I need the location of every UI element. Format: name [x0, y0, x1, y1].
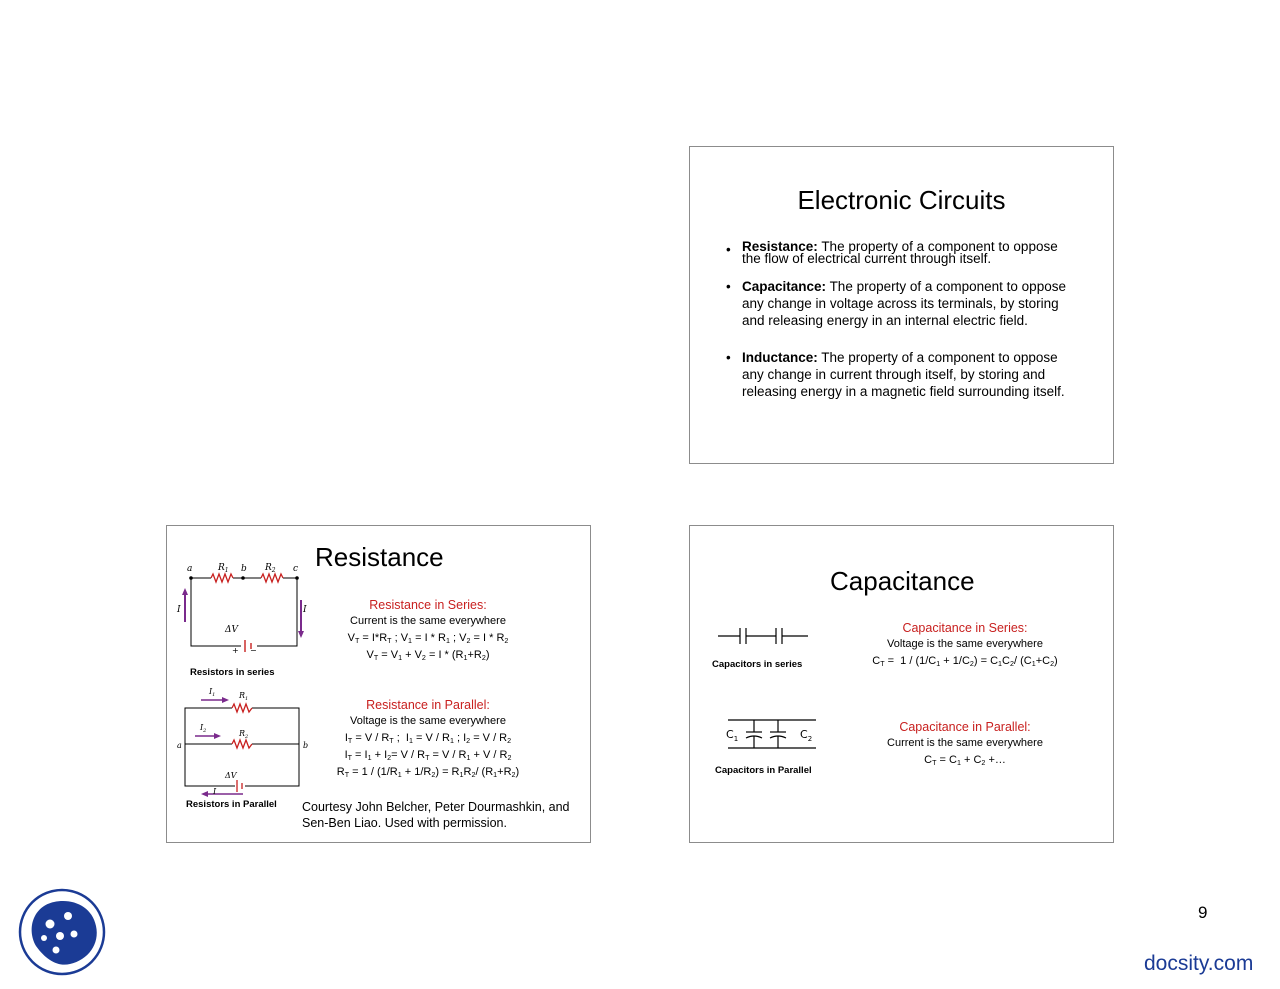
capacitance-series-formula: $C_T = 1 / (1/C_1 + 1/C_2) = C_1C_2/$ $(C_1+C_2)$ — [872, 655, 1058, 668]
bullet-term: Inductance: — [742, 350, 818, 365]
node-b-label: b — [241, 564, 247, 574]
bullet-text: The property of a component to oppose any change in voltage across its terminals, by storing and releasing energy in an internal electric field. — [742, 279, 1066, 328]
voltage-label: ΔV — [225, 625, 238, 635]
resistors-in-series-label: Resistors in series — [190, 667, 275, 678]
slide-electronic-circuits — [689, 146, 1114, 464]
svg-text:R1: $R_1$ — [239, 691, 249, 702]
docsity-link[interactable]: docsity.com — [1144, 952, 1254, 975]
bullet-dot: • — [726, 350, 731, 365]
node-c-label: c — [293, 564, 299, 574]
bullet-dot: • — [726, 242, 731, 257]
slide-resistance — [166, 525, 591, 843]
current-label: I — [213, 787, 217, 796]
svg-text:I2: $I_2$ — [200, 723, 207, 734]
capacitors-series-diagram — [718, 626, 810, 646]
bullet-text: The property of a component to oppose the flow of electrical current through itself. — [742, 239, 1058, 266]
capacitance-parallel-heading: Capacitance in Parallel: — [899, 720, 1031, 734]
capacitors-in-series-label: Capacitors in series — [712, 659, 803, 670]
courtesy-text: Courtesy John Belcher, Peter Dourmashkin, and Sen-Ben Liao. Used with permission. — [302, 800, 570, 830]
resistance-parallel-heading: Resistance in Parallel: — [366, 698, 490, 712]
svg-text:R1: $R_1$ — [218, 563, 229, 574]
docsity-logo-icon — [18, 888, 108, 978]
series-sum-formula: $V_T = V_1 + V_2 = I * (R_1+R_2)$ — [366, 649, 490, 662]
parallel-current-formula: $I_T = V / R_T$ ; $I_1 = V / R_1$ ; $I_2 = V / R_2$ — [344, 732, 512, 745]
current-label-right: I — [303, 605, 307, 615]
svg-text:R2: $R_2$ — [265, 563, 276, 574]
voltage-label: ΔV — [225, 771, 237, 780]
parallel-sum-formula: $I_T = I_1 + I_2= V / R_T = V / R_1 + V / R_2$ — [344, 749, 512, 762]
node-a-label: a — [177, 741, 182, 750]
resistance-parallel-note: Voltage is the same everywhere — [350, 715, 506, 727]
resistors-in-parallel-label: Resistors in Parallel — [186, 799, 277, 810]
slide-title: Electronic Circuits — [797, 185, 1006, 215]
capacitance-parallel-note: Current is the same everywhere — [887, 737, 1043, 749]
bullet-term: Resistance: — [742, 239, 818, 254]
svg-text:I1: $I_1$ — [209, 687, 216, 698]
slide-title: Resistance — [315, 542, 444, 572]
minus-sign: − — [250, 646, 257, 655]
capacitance-parallel-formula: $C_T = C_1 + C_2$ +… — [924, 754, 1006, 767]
svg-text:R2: $R_2$ — [239, 729, 249, 740]
capacitance-series-heading: Capacitance in Series: — [902, 621, 1028, 635]
bullet-inductance — [726, 349, 1078, 400]
slide-title: Capacitance — [830, 566, 975, 596]
plus-sign: + — [232, 646, 239, 655]
parallel-resistance-formula: $R_T = 1 / (1/R_1 + 1/R_2) = R_1R_2/$ $(R_1+R_2)$ — [336, 766, 520, 779]
svg-text:C2: $C_2$ — [800, 728, 813, 743]
series-voltage-formula: $V_T = I*R_T$ ; $V_1 = I * R_1$ ; $V_2 = I * R_2$ — [347, 632, 509, 645]
resistance-series-heading: Resistance in Series: — [369, 598, 487, 612]
bullet-term: Capacitance: — [742, 279, 827, 294]
svg-text:C1: $C_1$ — [726, 728, 739, 743]
node-a-label: a — [187, 564, 193, 574]
slide-capacitance — [689, 525, 1114, 843]
bullet-text: The property of a component to oppose any change in current through itself, by storing and releasing energy in a magnetic field surrounding itself. — [742, 350, 1065, 399]
page-number: 9 — [1198, 903, 1208, 922]
series-resistor-circuit-diagram — [175, 560, 305, 670]
bullet-capacitance — [726, 278, 1078, 329]
current-label-left: I — [177, 605, 181, 615]
capacitors-parallel-diagram — [722, 714, 822, 754]
node-b-label: b — [303, 741, 309, 750]
capacitance-series-note: Voltage is the same everywhere — [887, 638, 1043, 650]
capacitors-in-parallel-label: Capacitors in Parallel — [715, 765, 812, 776]
bullet-resistance — [726, 241, 1078, 265]
resistance-series-note: Current is the same everywhere — [350, 615, 506, 627]
bullet-dot: • — [726, 279, 731, 294]
parallel-resistor-circuit-diagram — [175, 686, 315, 798]
